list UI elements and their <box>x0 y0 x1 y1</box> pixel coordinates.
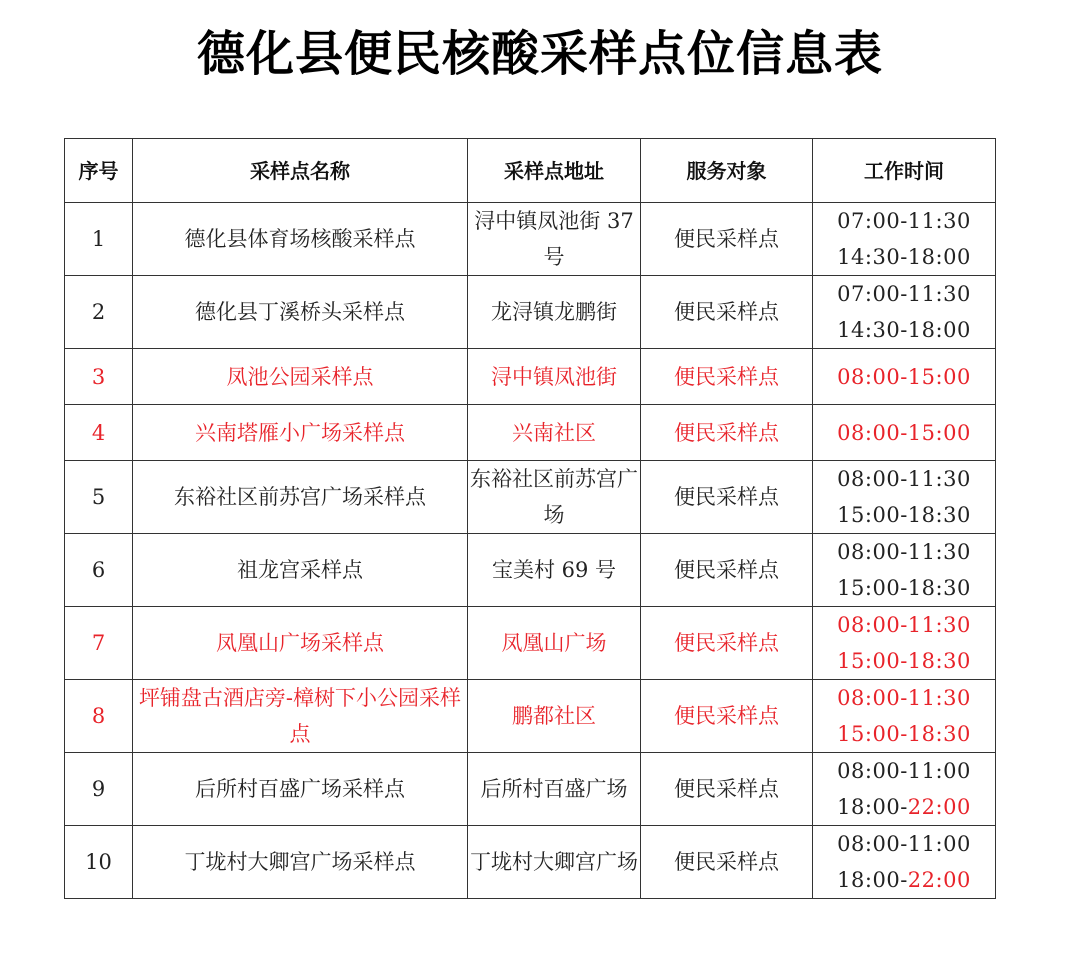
cell-target: 便民采样点 <box>641 680 813 753</box>
table-row <box>65 405 996 461</box>
cell-target: 便民采样点 <box>641 349 813 405</box>
header-time: 工作时间 <box>813 139 996 203</box>
cell-time <box>813 405 996 461</box>
cell-no: 8 <box>65 680 133 753</box>
time-evening-end: 22:00 <box>907 868 971 892</box>
cell-name: 丁垅村大卿宫广场采样点 <box>133 826 468 899</box>
cell-name: 德化县体育场核酸采样点 <box>133 203 468 276</box>
time-afternoon: 15:00-18:30 <box>837 503 971 527</box>
page-title: 德化县便民核酸采样点位信息表 <box>196 26 883 82</box>
cell-target: 便民采样点 <box>641 405 813 461</box>
cell-address: 东裕社区前苏宫广场 <box>468 461 641 534</box>
time-allday: 08:00-15:00 <box>837 364 971 389</box>
cell-no: 7 <box>65 607 133 680</box>
time-evening-start: 18:00- <box>837 868 908 892</box>
cell-name: 德化县丁溪桥头采样点 <box>133 276 468 349</box>
header-no: 序号 <box>65 139 133 203</box>
cell-name: 后所村百盛广场采样点 <box>133 753 468 826</box>
cell-time <box>813 276 996 349</box>
cell-name: 兴南塔雁小广场采样点 <box>133 405 468 461</box>
cell-time <box>813 461 996 534</box>
header-name: 采样点名称 <box>133 139 468 203</box>
cell-no: 3 <box>65 349 133 405</box>
time-afternoon: 14:30-18:00 <box>837 318 971 342</box>
cell-target: 便民采样点 <box>641 203 813 276</box>
cell-no: 1 <box>65 203 133 276</box>
cell-target: 便民采样点 <box>641 753 813 826</box>
cell-name: 东裕社区前苏宫广场采样点 <box>133 461 468 534</box>
table-row <box>65 349 996 405</box>
cell-time <box>813 203 996 276</box>
cell-target: 便民采样点 <box>641 534 813 607</box>
cell-address: 浔中镇凤池街 <box>468 349 641 405</box>
cell-target: 便民采样点 <box>641 826 813 899</box>
table-row <box>65 753 996 826</box>
table-row <box>65 461 996 534</box>
time-allday: 08:00-15:00 <box>837 420 971 445</box>
cell-target: 便民采样点 <box>641 276 813 349</box>
cell-time <box>813 534 996 607</box>
table-row <box>65 276 996 349</box>
time-morning: 08:00-11:00 <box>837 759 971 783</box>
time-morning: 07:00-11:30 <box>837 209 971 233</box>
time-evening <box>815 789 993 825</box>
cell-no: 6 <box>65 534 133 607</box>
cell-time <box>813 349 996 405</box>
time-morning: 08:00-11:00 <box>837 832 971 856</box>
header-address: 采样点地址 <box>468 139 641 203</box>
time-morning: 08:00-11:30 <box>837 613 971 637</box>
cell-address: 宝美村 69 号 <box>468 534 641 607</box>
time-afternoon: 15:00-18:30 <box>837 722 971 746</box>
cell-address: 凤凰山广场 <box>468 607 641 680</box>
time-evening-end: 22:00 <box>907 795 971 819</box>
cell-no: 10 <box>65 826 133 899</box>
time-afternoon: 15:00-18:30 <box>837 649 971 673</box>
cell-address: 浔中镇凤池街 37 号 <box>468 203 641 276</box>
table-header-row <box>65 139 996 203</box>
cell-name: 坪铺盘古酒店旁-樟树下小公园采样点 <box>133 680 468 753</box>
sampling-sites-table <box>64 138 996 899</box>
cell-time <box>813 607 996 680</box>
time-evening-start: 18:00- <box>837 795 908 819</box>
table-row <box>65 680 996 753</box>
cell-target: 便民采样点 <box>641 461 813 534</box>
time-morning: 08:00-11:30 <box>837 540 971 564</box>
header-target: 服务对象 <box>641 139 813 203</box>
time-afternoon: 15:00-18:30 <box>837 576 971 600</box>
table-row <box>65 534 996 607</box>
cell-time <box>813 753 996 826</box>
cell-no: 2 <box>65 276 133 349</box>
cell-no: 5 <box>65 461 133 534</box>
cell-address: 兴南社区 <box>468 405 641 461</box>
cell-target: 便民采样点 <box>641 607 813 680</box>
cell-time <box>813 826 996 899</box>
table-row <box>65 607 996 680</box>
cell-address: 丁垅村大卿宫广场 <box>468 826 641 899</box>
time-evening <box>815 862 993 898</box>
time-afternoon: 14:30-18:00 <box>837 245 971 269</box>
cell-no: 9 <box>65 753 133 826</box>
time-morning: 07:00-11:30 <box>837 282 971 306</box>
time-morning: 08:00-11:30 <box>837 467 971 491</box>
time-morning: 08:00-11:30 <box>837 686 971 710</box>
cell-name: 凤池公园采样点 <box>133 349 468 405</box>
table-row <box>65 203 996 276</box>
cell-name: 凤凰山广场采样点 <box>133 607 468 680</box>
cell-address: 鹏都社区 <box>468 680 641 753</box>
table-row <box>65 826 996 899</box>
cell-time <box>813 680 996 753</box>
cell-address: 龙浔镇龙鹏街 <box>468 276 641 349</box>
cell-no: 4 <box>65 405 133 461</box>
cell-address: 后所村百盛广场 <box>468 753 641 826</box>
cell-name: 祖龙宫采样点 <box>133 534 468 607</box>
